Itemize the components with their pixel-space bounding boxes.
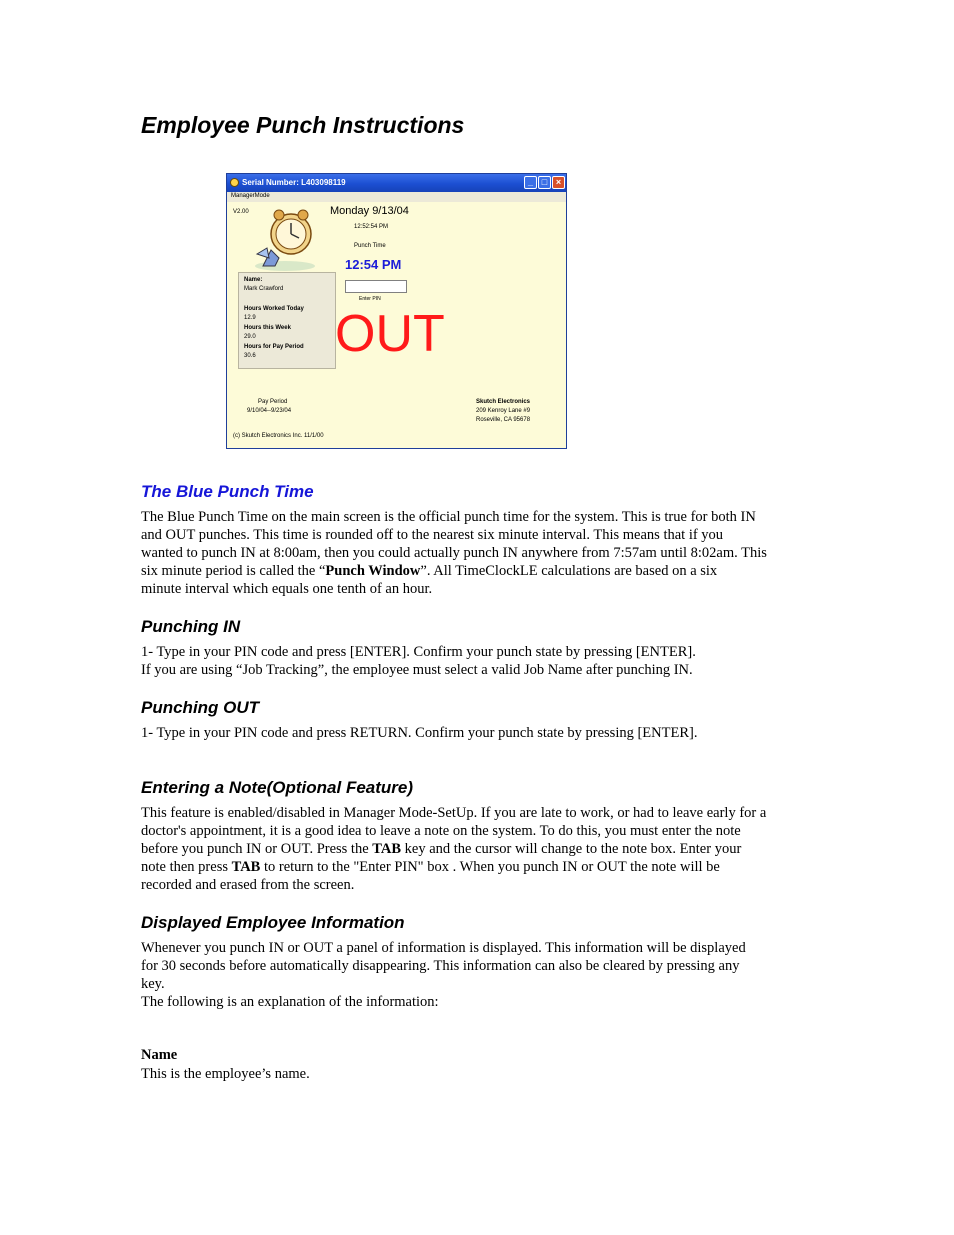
- text-line: recorded and erased from the screen.: [141, 877, 355, 893]
- section-heading-note: Entering a Note(Optional Feature): [141, 778, 414, 797]
- text-line: This is the employee’s name.: [141, 1066, 310, 1082]
- window-title: Serial Number: L403098119: [242, 178, 346, 187]
- text-fragment: before you punch IN or OUT. Press the: [141, 841, 373, 857]
- name-label: Name:: [244, 277, 263, 283]
- bold-term: TAB: [231, 859, 261, 875]
- menu-bar: [227, 192, 566, 202]
- timeclock-screenshot: [226, 173, 567, 449]
- section-heading-punch-out: Punching OUT: [141, 698, 260, 717]
- employee-name: Mark Crawford: [244, 286, 284, 292]
- version-label: V2.00: [233, 209, 249, 215]
- copyright: (c) Skutch Electronics Inc. 11/1/00: [233, 433, 324, 439]
- text-fragment: six minute period is called the “: [141, 563, 326, 579]
- section-body-name: [141, 1065, 821, 1083]
- hours-period-value: 30.6: [244, 353, 256, 359]
- hours-period-label: Hours for Pay Period: [244, 344, 304, 350]
- text-line: 1- Type in your PIN code and press RETURN. Confirm your punch state by pressing [ENTER].: [141, 725, 698, 741]
- text-line: [141, 562, 821, 580]
- section-body-punch-in: [141, 643, 821, 679]
- text-line: key.: [141, 976, 165, 992]
- text-line: for 30 seconds before automatically disappearing. This information can also be cleared by pressing any: [141, 958, 740, 974]
- text-line: [141, 858, 821, 876]
- punch-state: OUT: [335, 305, 445, 363]
- pay-period-label: Pay Period: [258, 399, 288, 405]
- text-line: If you are using “Job Tracking”, the employee must select a valid Job Name after punching IN.: [141, 662, 693, 678]
- text-fragment: key and the cursor will change to the note box. Enter your: [401, 841, 742, 857]
- subheading-name: Name: [141, 1047, 178, 1063]
- company-address-2: Roseville, CA 95678: [476, 417, 531, 423]
- section-heading-blue-punch: The Blue Punch Time: [141, 482, 314, 501]
- company-address-1: 209 Kenroy Lane #9: [476, 408, 531, 414]
- hours-today-label: Hours Worked Today: [244, 306, 304, 312]
- page-title: Employee Punch Instructions: [141, 112, 465, 138]
- text-line: [141, 840, 821, 858]
- employee-info-panel: [238, 272, 336, 369]
- section-heading-displayed-info: Displayed Employee Information: [141, 913, 405, 932]
- text-line: This feature is enabled/disabled in Manager Mode-SetUp. If you are late to work, or had to leave early for a: [141, 805, 767, 821]
- app-icon: [230, 178, 239, 187]
- section-body-note: [141, 804, 821, 894]
- text-line: 1- Type in your PIN code and press [ENTER]. Confirm your punch state by pressing [ENTER].: [141, 644, 696, 660]
- hours-week-value: 29.0: [244, 334, 256, 340]
- minimize-icon[interactable]: _: [524, 176, 537, 189]
- punch-time: 12:54 PM: [345, 257, 402, 272]
- maximize-icon[interactable]: □: [538, 176, 551, 189]
- text-line: Whenever you punch IN or OUT a panel of information is displayed. This information will be displayed: [141, 940, 746, 956]
- pin-input[interactable]: [345, 280, 407, 293]
- section-body-displayed-info: [141, 939, 821, 1011]
- menu-item-manager-mode[interactable]: ManagerMode: [231, 193, 270, 199]
- pay-period-range: 9/10/04--9/23/04: [247, 408, 292, 414]
- text-fragment: ”. All TimeClockLE calculations are based on a six: [420, 563, 718, 579]
- window-titlebar: [227, 174, 566, 192]
- bold-term: TAB: [372, 841, 402, 857]
- enter-pin-label: Enter PIN: [359, 296, 381, 302]
- alarm-clock-icon: [249, 208, 321, 272]
- bold-term: Punch Window: [325, 563, 421, 579]
- current-clock: 12:52:54 PM: [354, 224, 389, 230]
- section-body-blue-punch: [141, 508, 821, 598]
- text-fragment: to return to the "Enter PIN" box . When you punch IN or OUT the note will be: [260, 859, 720, 875]
- company-name: Skutch Electronics: [476, 399, 531, 405]
- text-fragment: note then press: [141, 859, 232, 875]
- section-body-punch-out: [141, 724, 821, 742]
- text-line: wanted to punch IN at 8:00am, then you could actually punch IN anywhere from 7:57am until 8:02am. This: [141, 545, 767, 561]
- text-line: minute interval which equals one tenth of an hour.: [141, 581, 433, 597]
- section-heading-punch-in: Punching IN: [141, 617, 241, 636]
- text-line: doctor's appointment, it is a good idea to leave a note on the system. To do this, you must enter the note: [141, 823, 741, 839]
- hours-today-value: 12.9: [244, 315, 256, 321]
- text-line: The following is an explanation of the information:: [141, 994, 439, 1010]
- text-line: The Blue Punch Time on the main screen is the official punch time for the system. This is true for both IN: [141, 509, 756, 525]
- hours-week-label: Hours this Week: [244, 325, 291, 331]
- close-icon[interactable]: ×: [552, 176, 565, 189]
- current-date: Monday 9/13/04: [330, 205, 409, 217]
- punch-time-label: Punch Time: [354, 243, 386, 249]
- text-line: and OUT punches. This time is rounded off to the nearest six minute interval. This means that if you: [141, 527, 724, 543]
